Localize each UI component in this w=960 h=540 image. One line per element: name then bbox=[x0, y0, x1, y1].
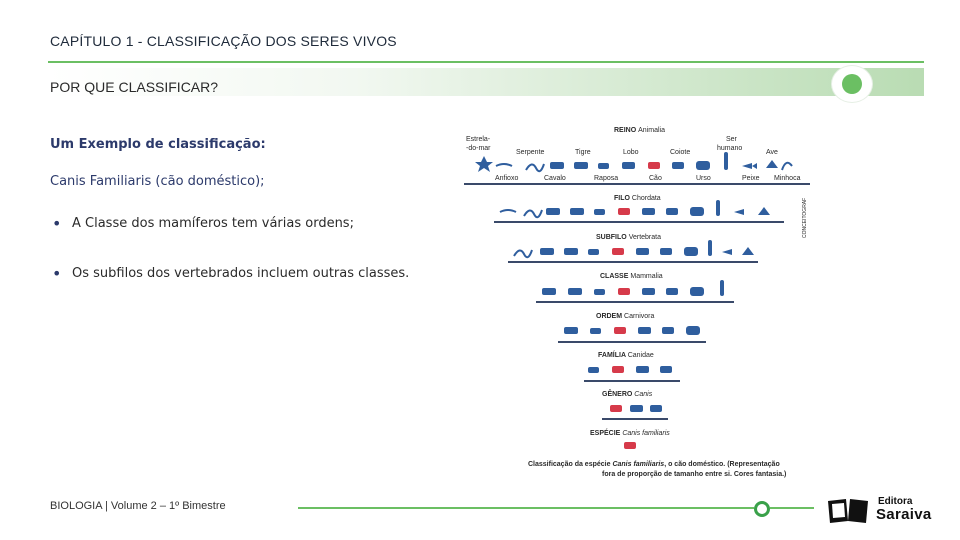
bear-icon bbox=[684, 247, 698, 256]
animal-label-anfioxo: Anfioxo bbox=[495, 175, 519, 182]
figure-caption-line1: Classificação da espécie Canis familiaris, o cão doméstico. (Representação bbox=[528, 461, 780, 468]
bear-icon bbox=[690, 287, 704, 296]
content-block bbox=[50, 137, 430, 309]
level-line-ordem bbox=[558, 341, 706, 343]
dog-icon bbox=[648, 162, 660, 169]
dog-icon bbox=[624, 442, 636, 449]
level-line-classe bbox=[536, 301, 734, 303]
bird-icon bbox=[766, 160, 778, 168]
wolf-icon bbox=[630, 405, 643, 412]
animal-label-estrela: Estrela- bbox=[466, 136, 491, 143]
content-subject: Canis Familiaris (cão doméstico); bbox=[50, 174, 265, 189]
coyote-icon bbox=[666, 288, 678, 295]
book-icon bbox=[826, 495, 872, 525]
subfilo-label: SUBFILO Vertebrata bbox=[596, 234, 661, 241]
animal-label-minhoca: Minhoca bbox=[774, 175, 801, 182]
fox-icon bbox=[594, 289, 605, 295]
fox-icon bbox=[598, 163, 609, 169]
animal-label-estrela-2: -do-mar bbox=[466, 145, 491, 152]
tiger-icon bbox=[574, 162, 588, 169]
wolf-icon bbox=[636, 248, 649, 255]
coyote-icon bbox=[650, 405, 662, 412]
reino-label: REINO Animalia bbox=[614, 127, 665, 134]
animal-label-ser: Ser bbox=[726, 136, 737, 143]
horse-icon bbox=[542, 288, 556, 295]
bear-icon bbox=[686, 326, 700, 335]
worm-icon bbox=[782, 163, 792, 170]
dog-icon bbox=[614, 327, 626, 334]
bullet-text: A Classe dos mamíferos tem várias ordens; bbox=[72, 216, 354, 231]
familia-label: FAMÍLIA Canidae bbox=[598, 352, 654, 359]
animal-label-humano: humano bbox=[717, 145, 743, 152]
bullet-text: Os subfilos dos vertebrados incluem outras classes. bbox=[72, 266, 410, 281]
footer-dot-icon bbox=[754, 501, 770, 517]
classification-figure bbox=[460, 120, 820, 480]
fox-icon bbox=[594, 209, 605, 215]
animal-label-raposa: Raposa bbox=[594, 175, 619, 182]
bullet-icon: • bbox=[52, 264, 62, 283]
footer-line-left bbox=[298, 507, 754, 509]
tiger-icon bbox=[564, 248, 578, 255]
dog-icon bbox=[612, 366, 624, 373]
horse-icon bbox=[550, 162, 564, 169]
level-line-filo bbox=[494, 221, 784, 223]
horse-icon bbox=[546, 208, 560, 215]
section-circle-icon bbox=[832, 66, 872, 102]
level-line-subfilo bbox=[508, 261, 758, 263]
animal-label-ave: Ave bbox=[766, 149, 778, 156]
animal-label-coiote: Coiote bbox=[670, 149, 691, 156]
animal-label-urso: Urso bbox=[696, 175, 711, 182]
figure-caption-line2: fora de proporção de tamanho entre si. Cores fantasia.) bbox=[602, 471, 787, 478]
coyote-icon bbox=[666, 208, 678, 215]
side-credit: CONCEITOGRAF bbox=[802, 197, 808, 238]
tiger-icon bbox=[564, 327, 578, 334]
bird-icon bbox=[742, 247, 754, 255]
wolf-icon bbox=[638, 327, 651, 334]
animal-label-cao: Cão bbox=[649, 175, 662, 182]
animal-label-tigre: Tigre bbox=[575, 149, 591, 156]
animal-label-lobo: Lobo bbox=[623, 149, 639, 156]
level-line-reino bbox=[464, 183, 810, 185]
human-icon bbox=[708, 240, 712, 256]
genero-label: GÊNERO Canis bbox=[602, 391, 653, 398]
bullet-icon: • bbox=[52, 214, 62, 233]
tiger-icon bbox=[568, 288, 582, 295]
human-icon bbox=[716, 200, 720, 216]
wolf-icon bbox=[636, 366, 649, 373]
dog-icon bbox=[618, 208, 630, 215]
wolf-icon bbox=[642, 208, 655, 215]
filo-label: FILO Chordata bbox=[614, 195, 661, 202]
fox-icon bbox=[588, 367, 599, 373]
snake-icon bbox=[526, 164, 544, 171]
dog-icon bbox=[612, 248, 624, 255]
content-heading: Um Exemplo de classificação: bbox=[50, 137, 266, 152]
footer-line-right bbox=[770, 507, 814, 509]
tiger-icon bbox=[570, 208, 584, 215]
dog-icon bbox=[618, 288, 630, 295]
amphioxus-icon bbox=[496, 164, 512, 166]
wolf-icon bbox=[622, 162, 635, 169]
logo-text-bottom: Saraiva bbox=[876, 506, 932, 523]
animal-label-cavalo: Cavalo bbox=[544, 175, 566, 182]
fox-icon bbox=[588, 249, 599, 255]
snake-icon bbox=[524, 210, 542, 217]
coyote-icon bbox=[660, 248, 672, 255]
bullet-item bbox=[50, 259, 430, 289]
fish-icon bbox=[742, 163, 757, 169]
human-icon bbox=[724, 152, 728, 170]
footer-text: BIOLOGIA | Volume 2 – 1º Bimestre bbox=[50, 500, 226, 512]
human-icon bbox=[720, 280, 724, 296]
section-title: POR QUE CLASSIFICAR? bbox=[50, 79, 219, 95]
bear-icon bbox=[696, 161, 710, 170]
starfish-icon bbox=[475, 156, 493, 172]
classe-label: CLASSE Mammalia bbox=[600, 273, 663, 280]
coyote-icon bbox=[660, 366, 672, 373]
chapter-rule bbox=[48, 61, 924, 63]
bullet-item bbox=[50, 209, 430, 239]
animal-label-peixe: Peixe bbox=[742, 175, 760, 182]
animal-label-serpente: Serpente bbox=[516, 149, 545, 156]
dog-icon bbox=[610, 405, 622, 412]
level-line-familia bbox=[584, 380, 680, 382]
bear-icon bbox=[690, 207, 704, 216]
logo-text-top: Editora bbox=[878, 496, 913, 507]
bird-icon bbox=[758, 207, 770, 215]
fish-icon bbox=[734, 209, 744, 215]
fish-icon bbox=[722, 249, 732, 255]
fox-icon bbox=[590, 328, 601, 334]
level-line-genero bbox=[602, 418, 668, 420]
chapter-title: CAPÍTULO 1 - CLASSIFICAÇÃO DOS SERES VIVOS bbox=[50, 33, 397, 49]
especie-label: ESPÉCIE Canis familiaris bbox=[590, 430, 670, 437]
coyote-icon bbox=[672, 162, 684, 169]
bullet-list bbox=[50, 209, 430, 289]
publisher-logo bbox=[826, 495, 940, 525]
coyote-icon bbox=[662, 327, 674, 334]
horse-icon bbox=[540, 248, 554, 255]
wolf-icon bbox=[642, 288, 655, 295]
amphioxus-icon bbox=[500, 210, 516, 212]
snake-icon bbox=[514, 250, 532, 257]
ordem-label: ORDEM Carnivora bbox=[596, 313, 655, 320]
